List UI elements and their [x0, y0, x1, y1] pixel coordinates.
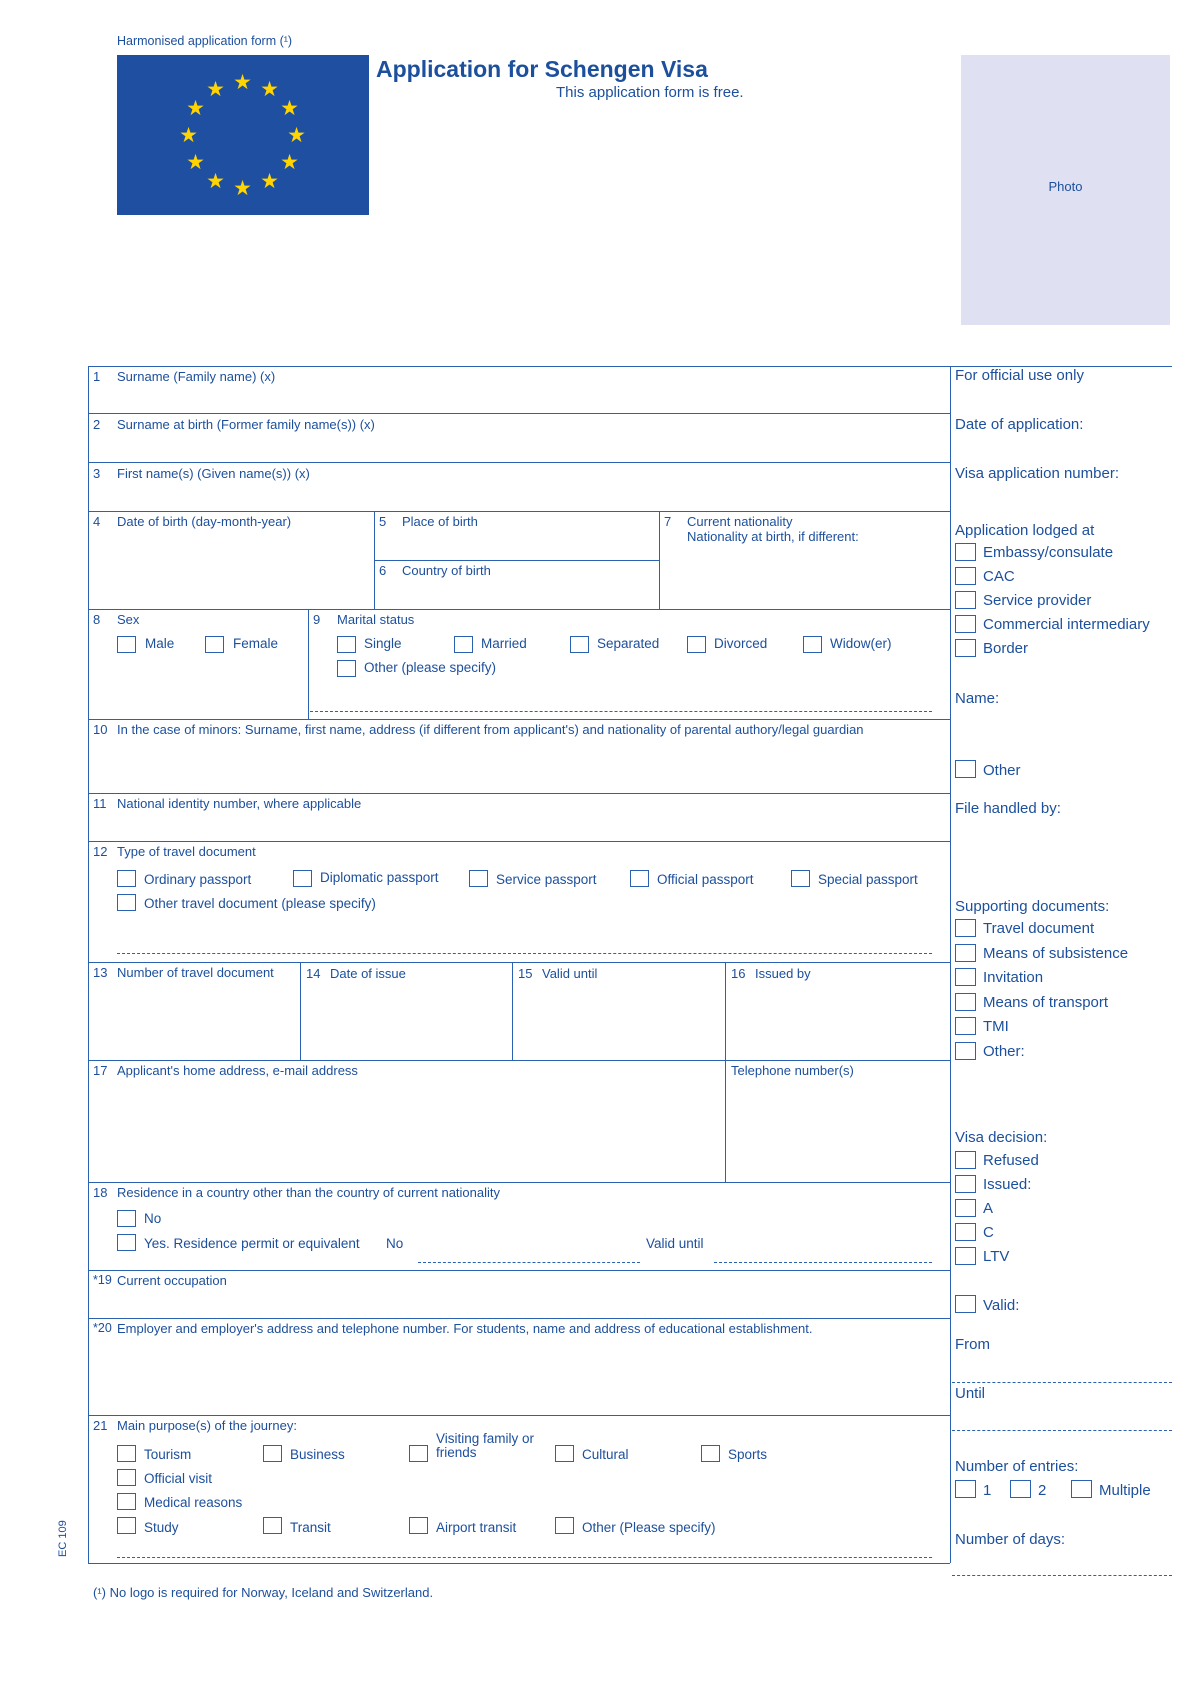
field-20-number: *20: [93, 1321, 112, 1335]
purpose-transit-checkbox[interactable]: [263, 1517, 282, 1534]
residence-no-checkbox[interactable]: [117, 1210, 136, 1227]
doc-diplomatic-checkbox[interactable]: [293, 870, 312, 887]
sex-female-checkbox[interactable]: [205, 636, 224, 653]
doc-service-label: Service passport: [496, 872, 597, 887]
purpose-tourism-checkbox[interactable]: [117, 1445, 136, 1462]
sex-male-label: Male: [145, 636, 175, 651]
support-other-label: Other:: [983, 1043, 1025, 1060]
entries-2-checkbox[interactable]: [1010, 1480, 1031, 1498]
official-heading: For official use only: [955, 367, 1084, 384]
field-11-label: National identity number, where applicable: [117, 796, 362, 811]
field-2-label: Surname at birth (Former family name(s)) (x): [117, 417, 375, 432]
field-12-number: 12: [93, 844, 108, 859]
purpose-airport-transit-label: Airport transit: [436, 1520, 517, 1535]
official-supporting: Supporting documents:: [955, 898, 1110, 915]
footer-note: (¹) No logo is required for Norway, Iceland and Switzerland.: [93, 1585, 434, 1600]
lodged-embassy-checkbox[interactable]: [955, 543, 976, 561]
valid-from-label: From: [955, 1336, 990, 1353]
lodged-commercial-checkbox[interactable]: [955, 615, 976, 633]
entries-2-label: 2: [1038, 1482, 1047, 1499]
free-note: This application form is free.: [556, 84, 744, 101]
purpose-visiting-label: Visiting family or friends: [436, 1431, 535, 1460]
official-visa-app-number: Visa application number:: [955, 465, 1119, 482]
decision-ltv-checkbox[interactable]: [955, 1247, 976, 1265]
decision-issued-checkbox[interactable]: [955, 1175, 976, 1193]
field-13-number: 13: [93, 965, 108, 980]
doc-official-checkbox[interactable]: [630, 870, 649, 887]
purpose-visiting-checkbox[interactable]: [409, 1445, 428, 1462]
sex-female-label: Female: [233, 636, 279, 651]
purpose-cultural-checkbox[interactable]: [555, 1445, 574, 1462]
purpose-study-label: Study: [144, 1520, 179, 1535]
photo-label: Photo: [1048, 179, 1083, 194]
field-15-number: 15: [518, 966, 533, 981]
decision-refused-label: Refused: [983, 1152, 1039, 1169]
residence-permit-no-label: No: [386, 1236, 404, 1251]
field-6-label: Country of birth: [402, 563, 491, 578]
purpose-other-label: Other (Please specify): [582, 1520, 716, 1535]
field-21-number: 21: [93, 1418, 108, 1433]
decision-issued-label: Issued:: [983, 1176, 1032, 1193]
lodged-service-provider-label: Service provider: [983, 592, 1092, 609]
photo-box[interactable]: [961, 55, 1170, 325]
field-17-number: 17: [93, 1063, 108, 1078]
purpose-airport-transit-checkbox[interactable]: [409, 1517, 428, 1534]
purpose-business-checkbox[interactable]: [263, 1445, 282, 1462]
marital-divorced-checkbox[interactable]: [687, 636, 706, 653]
marital-widower-checkbox[interactable]: [803, 636, 822, 653]
marital-widower-label: Widow(er): [830, 636, 892, 651]
field-8-label: Sex: [117, 612, 140, 627]
field-7-label-2: Nationality at birth, if different:: [687, 529, 859, 544]
support-travel-doc-label: Travel document: [983, 920, 1095, 937]
decision-a-label: A: [983, 1200, 994, 1217]
field-8-number: 8: [93, 612, 101, 627]
purpose-cultural-label: Cultural: [582, 1447, 629, 1462]
purpose-transit-label: Transit: [290, 1520, 331, 1535]
field-20-label: Employer and employer's address and telephone number. For students, name and address of educational establishment.: [117, 1321, 813, 1336]
marital-separated-checkbox[interactable]: [570, 636, 589, 653]
marital-married-checkbox[interactable]: [454, 636, 473, 653]
doc-service-checkbox[interactable]: [469, 870, 488, 887]
lodged-border-checkbox[interactable]: [955, 639, 976, 657]
valid-from-line[interactable]: [952, 1382, 1172, 1383]
field-4-label: Date of birth (day-month-year): [117, 514, 292, 529]
residence-yes-checkbox[interactable]: [117, 1234, 136, 1251]
doc-ordinary-label: Ordinary passport: [144, 872, 252, 887]
purpose-medical-label: Medical reasons: [144, 1495, 243, 1510]
field-3-number: 3: [93, 466, 101, 481]
purpose-tourism-label: Tourism: [144, 1447, 192, 1462]
doc-other-checkbox[interactable]: [117, 894, 136, 911]
field-14-number: 14: [306, 966, 321, 981]
support-subsistence-checkbox[interactable]: [955, 944, 976, 962]
official-lodged-at: Application lodged at: [955, 522, 1095, 539]
marital-other-line[interactable]: [310, 711, 932, 712]
field-9-label: Marital status: [337, 612, 415, 627]
official-date-of-application: Date of application:: [955, 416, 1084, 433]
field-5-label: Place of birth: [402, 514, 478, 529]
official-handled-by: File handled by:: [955, 800, 1061, 817]
field-13-label: Number of travel document: [117, 965, 274, 980]
field-3-label: First name(s) (Given name(s)) (x): [117, 466, 310, 481]
telephone-label: Telephone number(s): [731, 1063, 854, 1078]
doc-other-line[interactable]: [117, 953, 932, 954]
doc-diplomatic-label: Diplomatic passport: [320, 870, 439, 885]
days-line[interactable]: [952, 1575, 1172, 1576]
support-invitation-checkbox[interactable]: [955, 968, 976, 986]
support-travel-doc-checkbox[interactable]: [955, 919, 976, 937]
marital-married-label: Married: [481, 636, 527, 651]
decision-c-label: C: [983, 1224, 994, 1241]
field-10-number: 10: [93, 722, 108, 737]
purpose-other-checkbox[interactable]: [555, 1517, 574, 1534]
purpose-study-checkbox[interactable]: [117, 1517, 136, 1534]
field-7-number: 7: [664, 514, 672, 529]
doc-official-label: Official passport: [657, 872, 754, 887]
field-15-label: Valid until: [542, 966, 598, 981]
lodged-service-provider-checkbox[interactable]: [955, 591, 976, 609]
field-12-label: Type of travel document: [117, 844, 256, 859]
residence-yes-label: Yes. Residence permit or equivalent: [144, 1236, 360, 1251]
form-title: Application for Schengen Visa: [376, 56, 708, 82]
decision-a-checkbox[interactable]: [955, 1199, 976, 1217]
residence-permit-no-line[interactable]: [418, 1262, 640, 1263]
decision-valid-label: Valid:: [983, 1297, 1020, 1314]
doc-special-checkbox[interactable]: [791, 870, 810, 887]
decision-c-checkbox[interactable]: [955, 1223, 976, 1241]
residence-valid-until-line[interactable]: [714, 1262, 932, 1263]
purpose-medical-checkbox[interactable]: [117, 1493, 136, 1510]
field-6-number: 6: [379, 563, 387, 578]
field-16-label: Issued by: [755, 966, 811, 981]
field-19-label: Current occupation: [117, 1273, 227, 1288]
marital-other-checkbox[interactable]: [337, 660, 356, 677]
purpose-sports-checkbox[interactable]: [701, 1445, 720, 1462]
entries-multiple-label: Multiple: [1099, 1482, 1151, 1499]
decision-ltv-label: LTV: [983, 1248, 1010, 1265]
field-1-label: Surname (Family name) (x): [117, 369, 276, 384]
purpose-sports-label: Sports: [728, 1447, 768, 1462]
entries-1-label: 1: [983, 1482, 992, 1499]
support-transport-checkbox[interactable]: [955, 993, 976, 1011]
sex-male-checkbox[interactable]: [117, 636, 136, 653]
decision-refused-checkbox[interactable]: [955, 1151, 976, 1169]
marital-single-checkbox[interactable]: [337, 636, 356, 653]
doc-other-label: Other travel document (please specify): [144, 896, 376, 911]
official-visa-decision: Visa decision:: [955, 1129, 1048, 1146]
field-18-number: 18: [93, 1185, 108, 1200]
marital-divorced-label: Divorced: [714, 636, 768, 651]
official-entries: Number of entries:: [955, 1458, 1079, 1475]
lodged-embassy-label: Embassy/consulate: [983, 544, 1114, 561]
field-1-number: 1: [93, 369, 101, 384]
support-invitation-label: Invitation: [983, 969, 1044, 986]
lodged-cac-checkbox[interactable]: [955, 567, 976, 585]
decision-valid-checkbox[interactable]: [955, 1295, 976, 1313]
entries-1-checkbox[interactable]: [955, 1480, 976, 1498]
lodged-other-checkbox[interactable]: [955, 760, 976, 778]
field-17-label: Applicant's home address, e-mail address: [117, 1063, 358, 1078]
support-subsistence-label: Means of subsistence: [983, 945, 1129, 962]
purpose-official-visit-label: Official visit: [144, 1471, 213, 1486]
lodged-cac-label: CAC: [983, 568, 1015, 585]
field-10-label: In the case of minors: Surname, first name, address (if different from applicant's) and nationality of parental authory/legal guardian: [117, 722, 864, 737]
field-21-label: Main purpose(s) of the journey:: [117, 1418, 297, 1433]
entries-multiple-checkbox[interactable]: [1071, 1480, 1092, 1498]
marital-other-label: Other (please specify): [364, 660, 497, 675]
support-tmi-checkbox[interactable]: [955, 1017, 976, 1035]
support-other-checkbox[interactable]: [955, 1042, 976, 1060]
marital-single-label: Single: [364, 636, 402, 651]
field-5-number: 5: [379, 514, 387, 529]
field-14-label: Date of issue: [330, 966, 406, 981]
field-16-number: 16: [731, 966, 746, 981]
valid-until-label: Until: [955, 1385, 986, 1402]
field-19-number: *19: [93, 1273, 112, 1287]
residence-no-label: No: [144, 1211, 162, 1226]
official-name-label: Name:: [955, 690, 1000, 707]
marital-separated-label: Separated: [597, 636, 660, 651]
harmonised-label: Harmonised application form (¹): [117, 34, 293, 48]
field-11-number: 11: [93, 796, 107, 811]
lodged-other-label: Other: [983, 762, 1021, 779]
field-18-label: Residence in a country other than the country of current nationality: [117, 1185, 500, 1200]
lodged-commercial-label: Commercial intermediary: [983, 616, 1150, 633]
support-transport-label: Means of transport: [983, 994, 1109, 1011]
field-7-label: Current nationality: [687, 514, 793, 529]
field-2-number: 2: [93, 417, 101, 432]
doc-special-label: Special passport: [818, 872, 918, 887]
lodged-border-label: Border: [983, 640, 1029, 657]
eu-flag: ★ ★ ★ ★ ★ ★ ★ ★ ★ ★ ★ ★: [117, 55, 369, 215]
purpose-other-line[interactable]: [117, 1557, 932, 1558]
field-4-number: 4: [93, 514, 101, 529]
residence-valid-until-label: Valid until: [646, 1236, 704, 1251]
valid-until-line[interactable]: [952, 1430, 1172, 1431]
support-tmi-label: TMI: [983, 1018, 1009, 1035]
purpose-business-label: Business: [290, 1447, 345, 1462]
doc-ordinary-checkbox[interactable]: [117, 870, 136, 887]
purpose-official-visit-checkbox[interactable]: [117, 1469, 136, 1486]
form-code: EC 109: [57, 1520, 69, 1557]
field-9-number: 9: [313, 612, 321, 627]
official-days: Number of days:: [955, 1531, 1066, 1548]
